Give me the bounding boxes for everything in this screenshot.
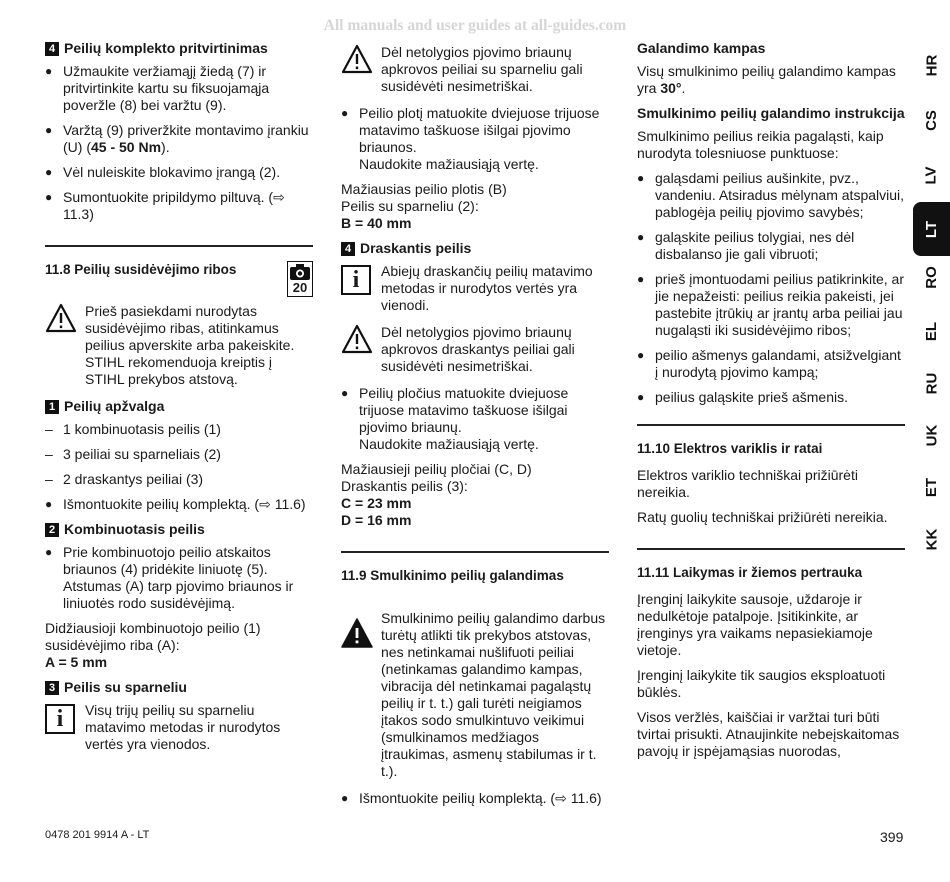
section-title: 11.8 Peilių susidėvėjimo ribos bbox=[45, 262, 237, 277]
list-item: ● Vėl nuleiskite blokavimo įrangą (2). bbox=[45, 164, 281, 180]
tab-lv[interactable]: LV bbox=[923, 165, 940, 185]
info-icon: i bbox=[45, 704, 75, 734]
tab-el[interactable]: EL bbox=[922, 321, 940, 341]
watermark: All manuals and user guides at all-guides.com bbox=[323, 17, 627, 34]
section-divider bbox=[341, 551, 609, 553]
tab-ru[interactable]: RU bbox=[922, 372, 940, 394]
camera-icon: 20 bbox=[287, 261, 313, 297]
tab-lt-active[interactable]: LT bbox=[913, 202, 950, 256]
page-number: 399 bbox=[880, 829, 904, 845]
list-item: ● galąsdami peilius aušinkite, pvz., vandeniu. Atsiradus mėlynam atspalviui, pablogėja peilių pjovimo savybės; bbox=[637, 170, 905, 220]
list-item: ● prieš įmontuodami peilius patikrinkite, ar jie nepažeisti: peilius reikia pakeisti, jei pastebite įtrūkių ar įrantų arba peiliai jau nugaląsti iki susidėvėjimo ribos; bbox=[637, 271, 904, 338]
list-item: ● peilio ašmenys galandami, atsižvelgiant į nurodytą pjovimo kampą; bbox=[637, 347, 901, 380]
column-1 bbox=[45, 40, 313, 763]
subheading-3-wing-blade: 3 Peilis su sparneliu bbox=[45, 679, 313, 696]
step-number-badge: 1 bbox=[45, 400, 59, 414]
list-item: ● Peilio plotį matuokite dviejuose trijuose matavimo taškuose išilgai pjovimo briaunos. Naudokite mažiausiąją vertę. bbox=[341, 105, 600, 172]
section-title: 11.9 Smulkinimo peilių galandimas bbox=[341, 568, 564, 583]
list-item: – 2 draskantys peiliai (3) bbox=[45, 471, 204, 487]
list-item: ● galąskite peilius tolygiai, nes dėl disbalanso jie gali vibruoti; bbox=[637, 229, 855, 262]
info-note: i Visų trijų peilių su sparneliu matavimo metodas ir nurodytos vertės yra vienodos. bbox=[45, 702, 313, 753]
paragraph: Visos veržlės, kaiščiai ir varžtai turi būti tvirtai prisukti. Atnaujinkite nebeįskaitomas pavojų ir įspėjamąsias nuorodas, bbox=[637, 709, 900, 759]
section-divider bbox=[637, 548, 905, 550]
column-3 bbox=[637, 40, 905, 768]
step-number-badge: 4 bbox=[341, 242, 355, 256]
heading-sharpening-instructions: Smulkinimo peilių galandimo instrukcija bbox=[637, 105, 905, 121]
section-11-8-header bbox=[45, 261, 313, 297]
paragraph: Įrenginį laikykite tik saugios eksploatuoti būklės. bbox=[637, 667, 886, 700]
warning-icon bbox=[341, 44, 373, 74]
tab-kk[interactable]: KK bbox=[922, 528, 940, 550]
tab-uk[interactable]: UK bbox=[922, 424, 940, 446]
subheading-4-mounting: 4 Peilių komplekto pritvirtinimas bbox=[45, 40, 313, 57]
paragraph: Mažiausieji peilių pločiai (C, D) Draskantis peilis (3): C = 23 mm D = 16 mm bbox=[341, 461, 532, 528]
tab-hr[interactable]: HR bbox=[922, 54, 940, 76]
list-item: ● peilius galąskite prieš ašmenis. bbox=[637, 389, 848, 405]
info-note: i Abiejų draskančių peilių matavimo metodas ir nurodytos vertės yra vienodi. bbox=[341, 263, 609, 314]
section-title: 11.11 Laikymas ir žiemos pertrauka bbox=[637, 565, 863, 580]
danger-icon bbox=[341, 618, 373, 648]
document-code: 0478 201 9914 A - LT bbox=[45, 829, 150, 841]
list-item: – 1 kombinuotasis peilis (1) bbox=[45, 421, 221, 437]
list-item: ● Išmontuokite peilių komplektą. (⇨ 11.6) bbox=[341, 790, 602, 806]
section-divider bbox=[637, 424, 905, 426]
warning-icon bbox=[341, 324, 373, 354]
warning-note: Dėl netolygios pjovimo briaunų apkrovos peiliai su sparneliu gali susidėvėti nesimetriškai. bbox=[341, 44, 609, 95]
list-item: ● Užmaukite veržiamąjį žiedą (7) ir pritvirtinkite kartu su fiksuojamąja poveržle (8) bei varžtu (9). bbox=[45, 63, 270, 113]
step-number-badge: 3 bbox=[45, 681, 59, 695]
section-divider bbox=[45, 245, 313, 247]
list-item: ● Prie kombinuotojo peilio atskaitos briaunos (4) pridėkite liniuotę (5). Atstumas (A) tarp pjovimo briaunos ir liniuotės rodo susidėvėjimą. bbox=[45, 544, 294, 611]
paragraph: Mažiausias peilio plotis (B) Peilis su sparneliu (2): B = 40 mm bbox=[341, 181, 507, 231]
tab-et[interactable]: ET bbox=[922, 477, 940, 497]
heading-sharpening-angle: Galandimo kampas bbox=[637, 40, 766, 56]
step-number-badge: 4 bbox=[45, 42, 59, 56]
list-item: ● Sumontuokite pripildymo piltuvą. (⇨ 11.3) bbox=[45, 189, 285, 222]
warning-note: Dėl netolygios pjovimo briaunų apkrovos draskantys peiliai gali susidėvėti nesimetriškai. bbox=[341, 324, 609, 375]
danger-note: Smulkinimo peilių galandimo darbus turėtų atlikti tik prekybos atstovas, nes netinkamai nušlifuoti peiliai (netinkamas galandimo kampas, vibracija dėl netinkamai pagaląstų peilių ir t. t.) gali turėti neigiamos įtakos sodo smulkintuvo veikimui (smulkinamos medžiagos įtraukimas, asmenų stabilumas ir t. t.). bbox=[341, 610, 609, 780]
info-icon: i bbox=[341, 265, 371, 295]
paragraph: Ratų guolių techniškai prižiūrėti nereikia. bbox=[637, 509, 888, 525]
step-number-badge: 2 bbox=[45, 523, 59, 537]
tab-ro[interactable]: RO bbox=[923, 265, 940, 289]
warning-note: Prieš pasiekdami nurodytas susidėvėjimo ribas, atitinkamus peilius apverskite arba pakeiskite. STIHL rekomenduoja kreiptis į STIHL prekybos atstovą. bbox=[45, 303, 313, 388]
subheading-4-scraping-blade: 4 Draskantis peilis bbox=[341, 240, 609, 257]
paragraph: Visų smulkinimo peilių galandimo kampas yra 30°. bbox=[637, 63, 896, 96]
column-2 bbox=[341, 44, 609, 815]
subheading-2-combined-blade: 2 Kombinuotasis peilis bbox=[45, 521, 313, 538]
list-item: – 3 peiliai su sparneliais (2) bbox=[45, 446, 221, 462]
list-item: ● Peilių pločius matuokite dviejuose trijuose matavimo taškuose išilgai pjovimo briaunų. Naudokite mažiausiąją vertę. bbox=[341, 385, 569, 452]
tab-cs[interactable]: CS bbox=[923, 109, 940, 131]
subheading-1-overview: 1 Peilių apžvalga bbox=[45, 398, 313, 415]
paragraph: Elektros variklio techniškai prižiūrėti nereikia. bbox=[637, 467, 858, 500]
list-item: ● Išmontuokite peilių komplektą. (⇨ 11.6) bbox=[45, 496, 306, 512]
list-item: ● Varžtą (9) priveržkite montavimo įrankiu (U) (45 - 50 Nm). bbox=[45, 122, 309, 155]
warning-icon bbox=[45, 303, 77, 333]
paragraph: Smulkinimo peilius reikia pagaląsti, kaip nurodyta tolesniuose punktuose: bbox=[637, 128, 884, 161]
paragraph: Didžiausioji kombinuotojo peilio (1) susidėvėjimo riba (A): A = 5 mm bbox=[45, 620, 261, 670]
section-title: 11.10 Elektros variklis ir ratai bbox=[637, 441, 823, 456]
paragraph: Įrenginį laikykite sausoje, uždaroje ir nedulkėtoje patalpoje. Įsitikinkite, ar įrenginys yra vaikams nepasiekiamoje vietoje. bbox=[637, 591, 873, 658]
